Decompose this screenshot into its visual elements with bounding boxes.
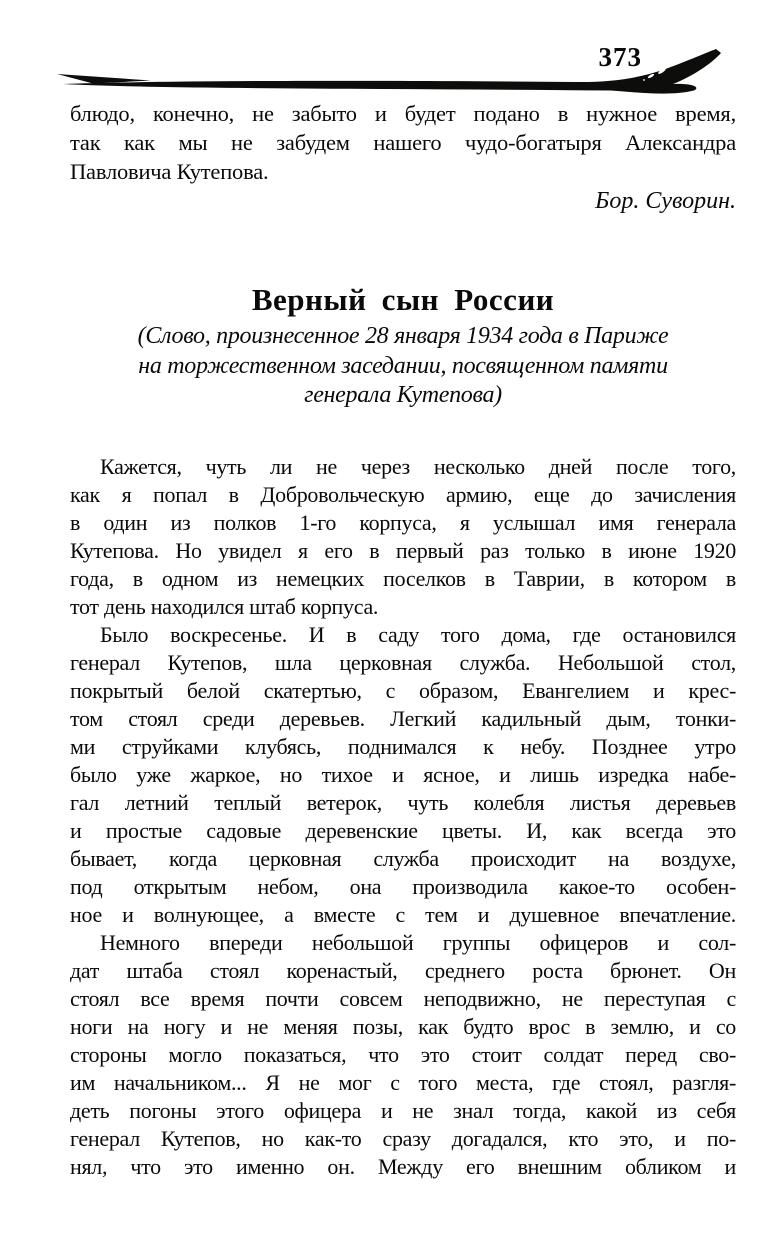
text-line: нял, что это именно он. Между его внешним обликом и: [70, 1154, 736, 1179]
text-line: генерала Кутепова): [304, 382, 502, 408]
text-line: генерал Кутепов, шла церковная служба. Небольшой стол,: [70, 650, 736, 675]
header-rule-flourish: [55, 44, 745, 104]
text-line: блюдо, конечно, не забыто и будет подано в нужное время,: [70, 101, 736, 126]
text-line: Павловича Кутепова.: [70, 159, 269, 184]
text-line: Кажется, чуть ли не через несколько дней после того,: [100, 454, 736, 479]
text-line: ное и волнующее, а вместе с тем и душевное впечатление.: [70, 902, 736, 927]
paragraph: [70, 621, 736, 929]
text-line: деть погоны этого офицера и не знал тогда, какой из себя: [70, 1098, 736, 1123]
text-line: Было воскресенье. И в саду того дома, где остановился: [100, 622, 736, 647]
text-line: под открытым небом, она производила какое-то особен-: [70, 874, 736, 899]
text-line: Кутепова. Но увидел я его в первый раз только в июне 1920: [70, 538, 736, 563]
paragraph: [70, 929, 736, 1181]
text-line: генерал Кутепов, но как-то сразу догадался, кто это, и по-: [70, 1126, 736, 1151]
text-line: и простые садовые деревенские цветы. И, как всегда это: [70, 818, 736, 843]
text-line: дат штаба стоял коренастый, среднего роста брюнет. Он: [70, 958, 736, 983]
text-line: так как мы не забудем нашего чудо-богатыря Александра: [70, 130, 736, 155]
text-line: стоял все время почти совсем неподвижно, не переступая с: [70, 986, 736, 1011]
text-line: стороны могло показаться, что это стоит солдат перед сво-: [70, 1042, 736, 1067]
text-line: гал летний теплый ветерок, чуть колебля листья деревьев: [70, 790, 736, 815]
article-title: Верный сын России: [251, 282, 555, 317]
intro-paragraph: [70, 99, 736, 186]
text-line: тот день находился штаб корпуса.: [70, 594, 379, 619]
page-number: 373: [598, 42, 642, 72]
article-subtitle: [70, 322, 736, 411]
text-line: (Слово, произнесенное 28 января 1934 года в Париже: [137, 323, 669, 349]
text-line: как я попал в Добровольческую армию, еще до зачисления: [70, 482, 736, 507]
text-line: том стоял среди деревьев. Легкий кадильный дым, тонки-: [70, 706, 736, 731]
author-signature: Бор. Суворин.: [595, 188, 736, 214]
text-line: Немного впереди небольшой группы офицеров и сол-: [100, 930, 736, 955]
text-line: на торжественном заседании, посвященном памяти: [138, 352, 668, 379]
paragraph: [70, 453, 736, 621]
text-line: ноги на ногу и не меняя позы, как будто врос в землю, и со: [70, 1014, 736, 1039]
text-line: в один из полков 1-го корпуса, я услышал имя генерала: [70, 510, 736, 535]
article-body: [70, 453, 736, 1181]
text-line: ми струйками клубясь, поднимался к небу. Позднее утро: [70, 734, 736, 759]
text-line: было уже жаркое, но тихое и ясное, и лишь изредка набе-: [70, 762, 736, 787]
flourish-rule-icon: [55, 44, 745, 104]
text-line: года, в одном из немецких поселков в Таврии, в котором в: [70, 566, 736, 591]
text-line: им начальником... Я не мог с того места, где стоял, разгля-: [70, 1070, 736, 1095]
text-line: покрытый белой скатертью, с образом, Евангелием и крес-: [70, 678, 736, 703]
text-line: бывает, когда церковная служба происходит на воздухе,: [70, 846, 736, 871]
